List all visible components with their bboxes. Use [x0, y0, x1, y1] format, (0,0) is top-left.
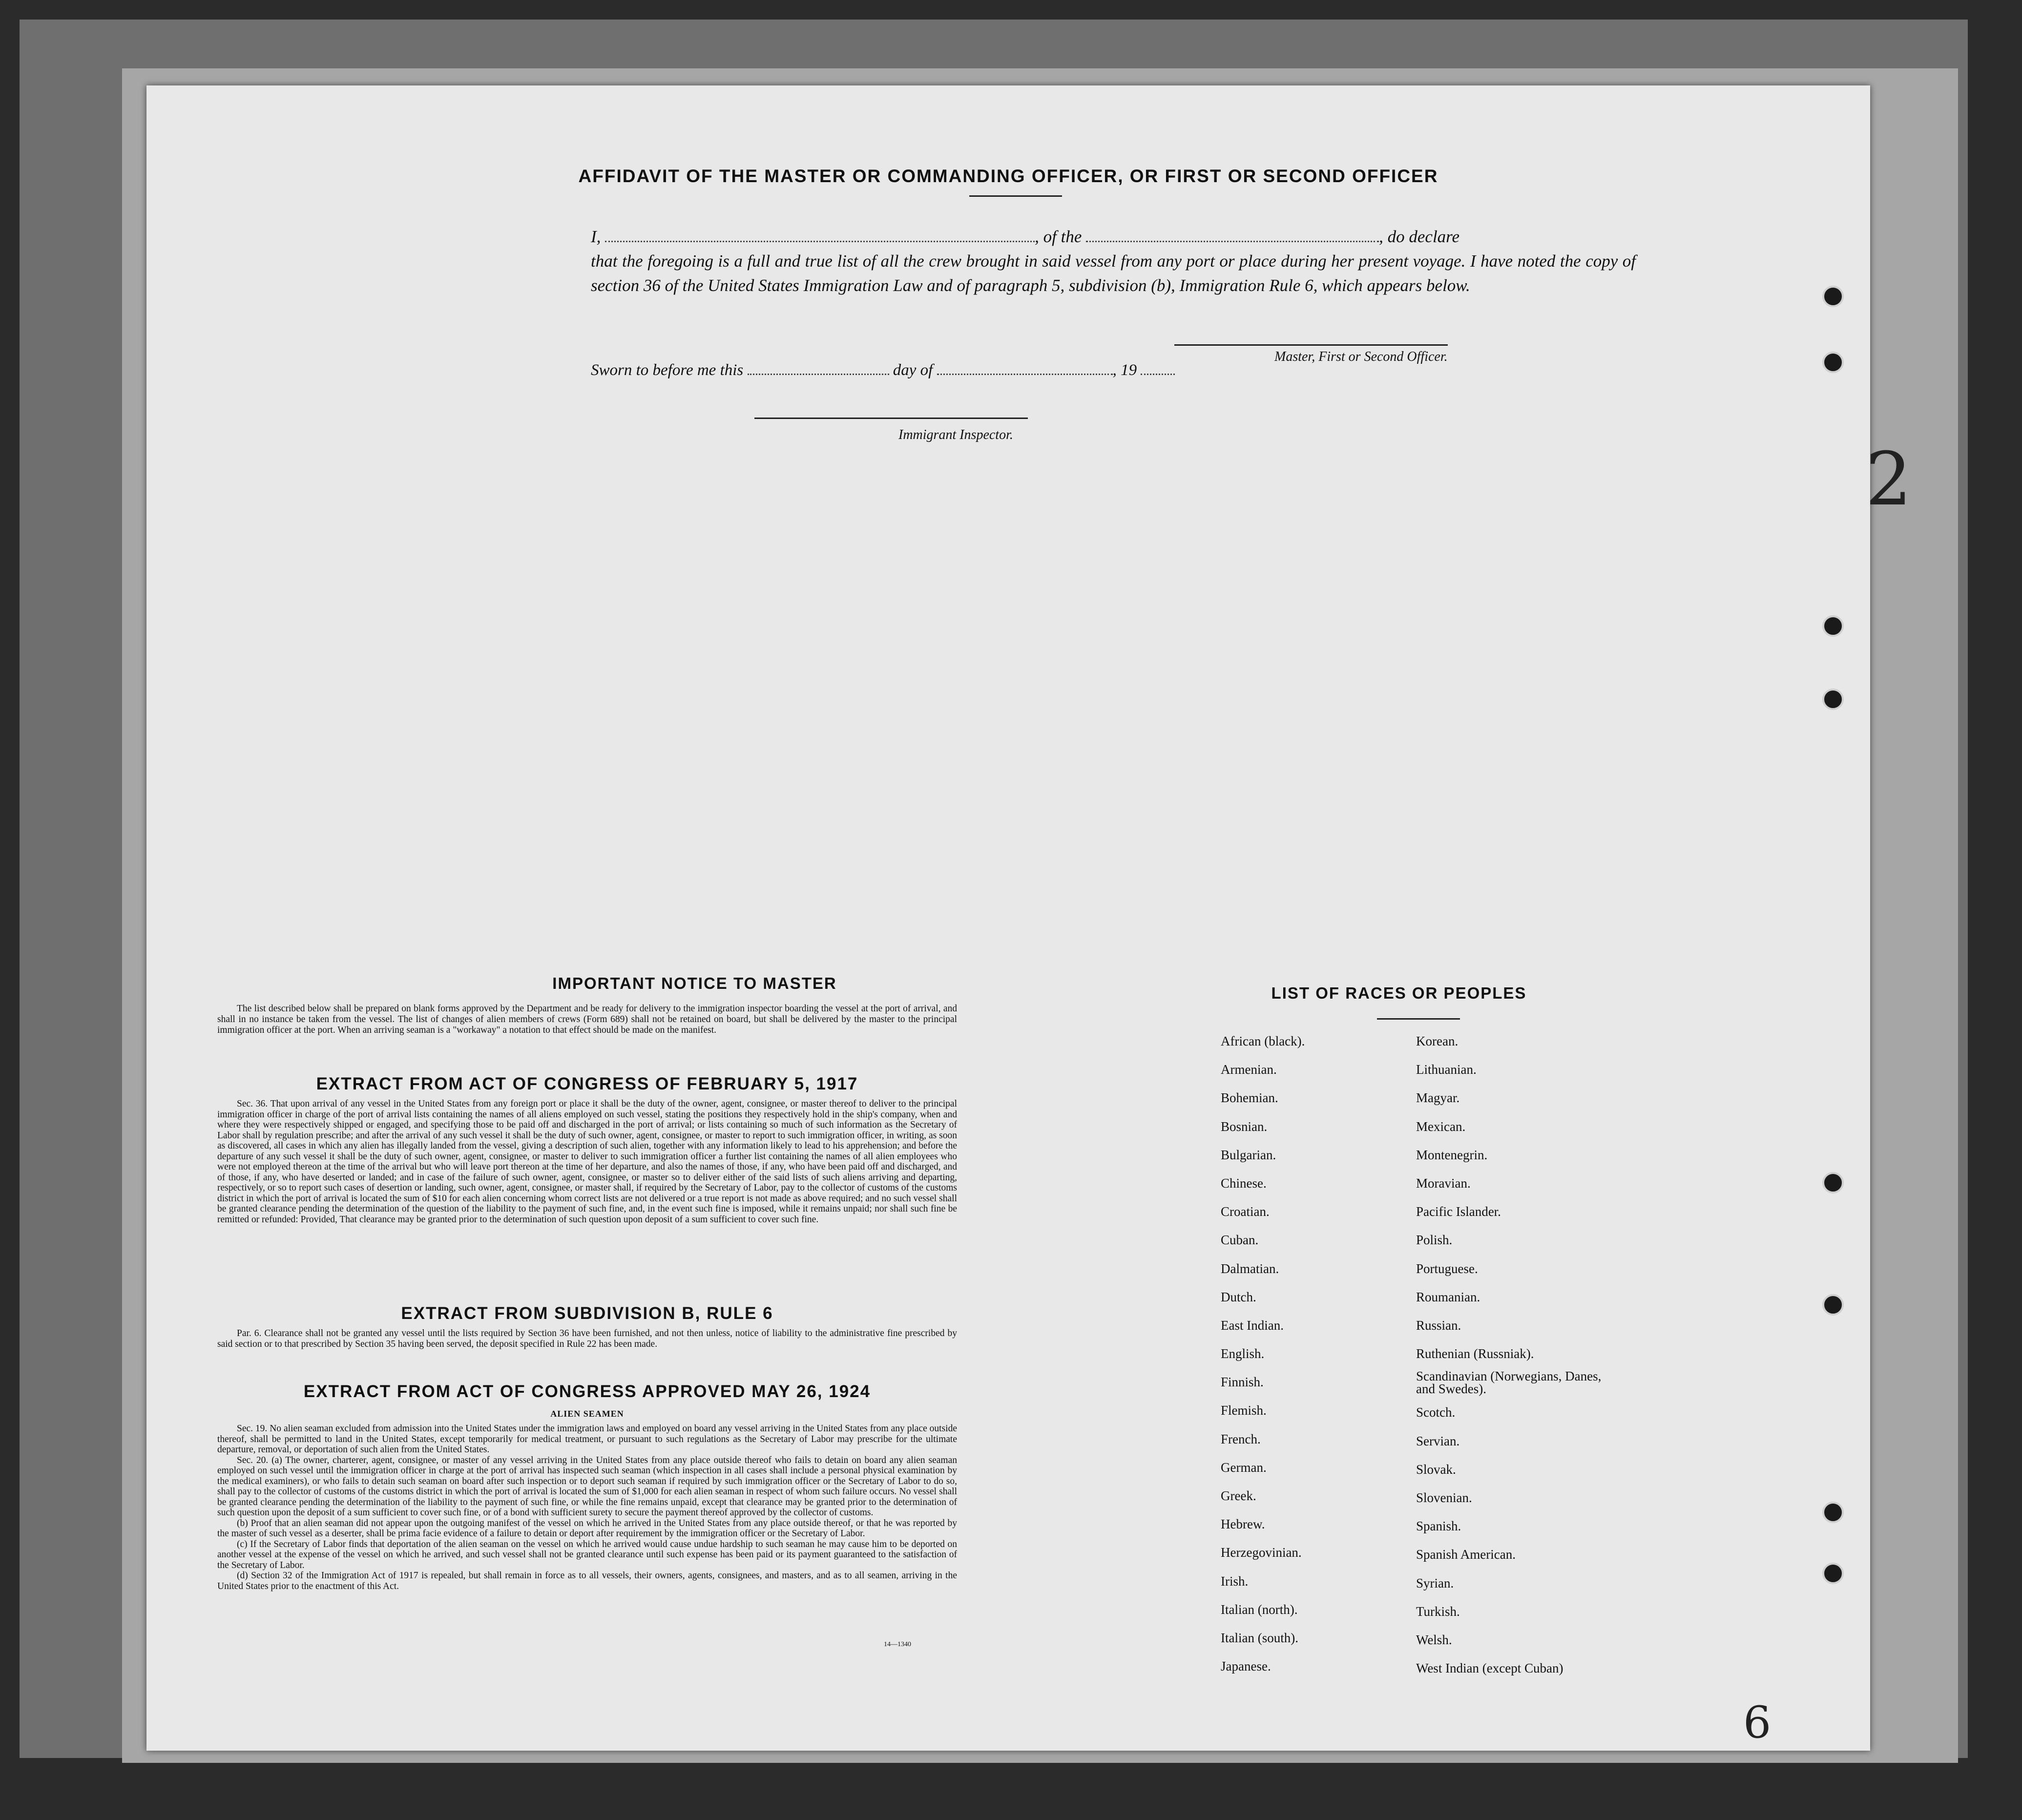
race-item: Magyar.	[1416, 1090, 1460, 1106]
race-item: Russian.	[1416, 1318, 1461, 1333]
form-number: 14—1340	[884, 1641, 911, 1648]
race-item: French.	[1221, 1431, 1261, 1446]
section-20b-paragraph: (b) Proof that an alien seaman did not appear upon the outgoing manifest of the vessel on which he arrived in the United States from any place outside thereof, or that he was reported by the master of such vessel as a deserter, shall be prima facie evidence of a failure to detain or deport after requirement by the immigration officer or the Secretary of Labor.	[217, 1518, 957, 1539]
race-item: Pacific Islander.	[1416, 1204, 1501, 1219]
race-item: Lithuanian.	[1416, 1062, 1477, 1077]
race-item: Japanese.	[1221, 1659, 1271, 1674]
year-label: , 19	[1112, 361, 1137, 379]
races-left-column	[1221, 1027, 1406, 1680]
notice-title: IMPORTANT NOTICE TO MASTER	[552, 974, 837, 992]
race-item: Syrian.	[1416, 1575, 1454, 1590]
race-item: Portuguese.	[1416, 1261, 1478, 1276]
section-36-paragraph: Sec. 36. That upon arrival of any vessel in the United States from any foreign port or place it shall be the duty of the owner, agent, consignee, or master thereof to deliver to the principal immigration officer in charge of the port of arrival lists containing the names of all aliens employed on such vessel, stating the positions they respectively hold in the ship's company, when and where they were respectively shipped or engaged, and specifying those to be paid off and discharged in the port of arrival; or lists containing so much of such information as the Secretary of Labor shall by regulation prescribe; and after the arrival of any such vessel it shall be the duty of such owner, agent, consignee, or master to report to such immigration officer, in writing, as soon as discovered, all cases in which any alien has illegally landed from the vessel, giving a description of such alien, together with any information likely to lead to his apprehension; and before the departure of any such vessel it shall be the duty of such owner, agent, consignee, or master to deliver to such immigration officer a further list containing the names of all alien employees who were not employed thereon at the time of the arrival but who will leave port thereon at the time of her departure, and also the names of those, if any, who have been paid off and discharged, and of those, if any, who have deserted or landed; and in case of the failure of such owner, agent, consignee, or master so to deliver either of the said lists of such aliens arriving and departing, respectively, or so to report such cases of desertion or landing, such owner, agent, consignee, or master shall, if required by the Secretary of Labor, pay to the collector of customs of the customs district in which the port of arrival is located the sum of $10 for each alien concerning whom correct lists are not delivered or a true report is not made as above required; and no such vessel shall be granted clearance pending the determination of the question of the liability to the payment of such fine, and, in the event such fine is imposed, while it remains unpaid; nor shall such fine be remitted or refunded: Provided, That clearance may be granted prior to the determination of such question upon deposit of a sum sufficient to cover such fine.	[217, 1099, 957, 1225]
race-item: East Indian.	[1221, 1318, 1284, 1333]
race-item: Slovenian.	[1416, 1490, 1472, 1505]
day-field[interactable]	[748, 374, 889, 375]
section-20-label: Sec. 20. (a)	[237, 1455, 282, 1465]
race-item: Montenegrin.	[1416, 1147, 1488, 1162]
race-item: Spanish American.	[1416, 1547, 1516, 1562]
section-20d-paragraph: (d) Section 32 of the Immigration Act of 1917 is repealed, but shall remain in force as to all vessels, their owners, agents, consignees, and masters, and as to all seamen, arriving in the United States prior to the enactment of this Act.	[217, 1570, 957, 1591]
race-item: Polish.	[1416, 1233, 1453, 1248]
officer-name-field[interactable]	[605, 241, 1035, 242]
punch-hole	[1822, 689, 1844, 710]
section-19-paragraph: Sec. 19. No alien seaman excluded from admission into the United States under the immigration laws and employed on board any vessel arriving in the United States from any place outside thereof, shall be permitted to land in the United States, except temporarily for medical treatment, or pursuant to such regulations as the Secretary of Labor may prescribe for the ultimate departure, removal, or deportation of such alien from the United States.	[217, 1423, 957, 1455]
notice-paragraph: The list described below shall be prepared on blank forms approved by the Department and be ready for delivery to the immigration inspector boarding the vessel at the port of arrival, and shall in no instance be taken from the vessel. The list of changes of alien members of crews (Form 689) shall not be retained on board, but shall be delivered by the master to the principal immigration officer at the port. When an arriving seaman is a "workaway" a notation to that effect should be made on the manifest.	[217, 1004, 957, 1035]
race-item: Dalmatian.	[1221, 1261, 1279, 1276]
race-item: Chinese.	[1221, 1175, 1267, 1191]
alien-seamen-subtitle: ALIEN SEAMEN	[550, 1409, 624, 1419]
race-item: Korean.	[1416, 1034, 1459, 1048]
affidavit-title: AFFIDAVIT OF THE MASTER OR COMMANDING OFFICER, OR FIRST OR SECOND OFFICER	[578, 166, 1438, 186]
race-item: Italian (south).	[1221, 1630, 1298, 1645]
race-item: Bohemian.	[1221, 1090, 1278, 1106]
handwritten-sheet-number: 2	[1865, 437, 1912, 522]
race-item: Bulgarian.	[1221, 1147, 1276, 1162]
handwritten-corner-number: 6	[1743, 1697, 1772, 1748]
race-item: Spanish.	[1416, 1519, 1461, 1534]
race-item: Hebrew.	[1221, 1517, 1265, 1532]
punch-hole	[1822, 615, 1844, 637]
divider	[1377, 1018, 1460, 1020]
race-item: German.	[1221, 1460, 1267, 1475]
extract-1924-title: EXTRACT FROM ACT OF CONGRESS APPROVED MAY 26, 1924	[303, 1382, 871, 1401]
of-the-label: , of the	[1035, 227, 1082, 246]
signature-caption: Master, First or Second Officer.	[1274, 349, 1448, 364]
punch-hole	[1822, 1172, 1844, 1193]
race-item: Greek.	[1221, 1488, 1256, 1503]
sworn-label: Sworn to before me this	[591, 361, 744, 379]
punch-hole	[1822, 1294, 1844, 1316]
race-item: Moravian.	[1416, 1175, 1471, 1191]
affidavit-statement	[591, 225, 1636, 298]
notice-text	[217, 1004, 957, 1036]
punch-hole	[1822, 1563, 1844, 1584]
race-item: Scotch.	[1416, 1405, 1456, 1420]
race-item: Slovak.	[1416, 1462, 1456, 1477]
race-item: Croatian.	[1221, 1204, 1270, 1219]
race-item: Ruthenian (Russniak).	[1416, 1346, 1534, 1361]
i-label: I,	[591, 227, 601, 246]
inspector-signature-line[interactable]	[754, 418, 1028, 419]
month-field[interactable]	[937, 374, 1113, 375]
divider	[969, 195, 1062, 197]
extract-rule6-text	[217, 1328, 957, 1349]
inspector-caption: Immigrant Inspector.	[898, 427, 1013, 442]
section-20c-paragraph: (c) If the Secretary of Labor finds that deportation of the alien seaman on the vessel on which he arrived would cause undue hardship to such seaman he may cause him to be deported on another vessel at the expense of the vessel on which he arrived, and such vessel shall not be granted clearance until such expense has been paid or its payment guaranteed to the satisfaction of the Secretary of Labor.	[217, 1539, 957, 1570]
sworn-line	[591, 361, 1175, 379]
section-20a-paragraph: The owner, charterer, agent, consignee, or master of any vessel arriving in the United States from any place outside thereof who fails to detain on board any alien seaman employed on such vessel until the immigration officer in charge at the port of arrival has inspected such seaman (which inspection in all cases shall include a personal physical examination by the medical examiners), or who fails to detain such seaman on board after such inspection or to deport such seaman if required by such immigration officer or the Secretary of Labor to do so, shall pay to the collector of customs of the customs district in which the port of arrival is located the sum of $1,000 for each alien seaman in respect of whom such failure occurs. No vessel shall be granted clearance pending the determination of the liability to the payment of such fine, or while the fine remains unpaid, except that clearance may be granted prior to the determination of such question upon the deposit of a sum sufficient to cover such fine, or of a bond with sufficient surety to secure the payment thereof approved by the collector of customs.	[217, 1455, 957, 1518]
races-title: LIST OF RACES OR PEOPLES	[1271, 984, 1527, 1002]
race-item: Dutch.	[1221, 1289, 1256, 1304]
extract-1924-text	[217, 1423, 957, 1591]
race-item: Cuban.	[1221, 1233, 1259, 1248]
race-item: Irish.	[1221, 1573, 1249, 1589]
extract-1917-text	[217, 1099, 957, 1225]
race-item: Mexican.	[1416, 1119, 1466, 1134]
race-item: Servian.	[1416, 1433, 1460, 1448]
punch-hole	[1822, 1502, 1844, 1523]
race-item: Finnish.	[1221, 1375, 1264, 1390]
race-item: Italian (north).	[1221, 1602, 1298, 1617]
day-of-label: day of	[893, 361, 933, 379]
race-item: Scandinavian (Norwegians, Danes, and Swedes).	[1416, 1369, 1602, 1397]
extract-1917-title: EXTRACT FROM ACT OF CONGRESS OF FEBRUARY 5, 1917	[316, 1074, 858, 1093]
race-item: West Indian (except Cuban)	[1416, 1661, 1563, 1676]
year-field[interactable]	[1141, 374, 1175, 375]
race-item: Herzegovinian.	[1221, 1545, 1302, 1560]
signature-line[interactable]	[1174, 344, 1448, 346]
race-item: Turkish.	[1416, 1604, 1460, 1619]
race-item: English.	[1221, 1346, 1265, 1361]
race-item: Armenian.	[1221, 1062, 1277, 1077]
race-item: Flemish.	[1221, 1403, 1267, 1418]
race-item: African (black).	[1221, 1034, 1305, 1048]
race-item: Welsh.	[1416, 1632, 1452, 1647]
race-item: Roumanian.	[1416, 1289, 1480, 1304]
punch-hole	[1822, 352, 1844, 373]
affidavit-body: that the foregoing is a full and true list of all the crew brought in said vessel from any port or place during her present voyage. I have noted the copy of section 36 of the United States Immigration Law and of paragraph 5, subdivision (b), Immigration Rule 6, which appears below.	[591, 251, 1636, 295]
paragraph-6: Par. 6. Clearance shall not be granted any vessel until the lists required by Section 36 have been furnished, and not then unless, notice of liability to the administrative fine prescribed by said section or to that prescribed by Section 35 having been served, the deposit specified in Rule 22 has been made.	[217, 1328, 957, 1349]
race-item: Bosnian.	[1221, 1119, 1268, 1134]
declare-label: , do declare	[1379, 227, 1460, 246]
races-right-column	[1416, 1027, 1621, 1682]
affidavit-page	[146, 85, 1912, 1751]
extract-rule6-title: EXTRACT FROM SUBDIVISION B, RULE 6	[401, 1304, 773, 1323]
vessel-name-field[interactable]	[1086, 241, 1379, 242]
punch-hole	[1822, 286, 1844, 307]
